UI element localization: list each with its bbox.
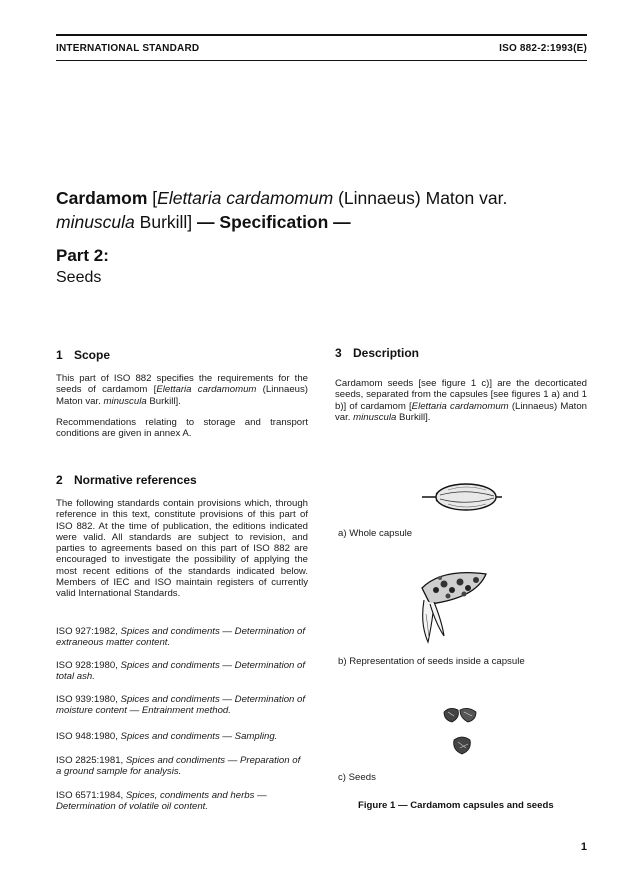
capsule-with-seeds-illustration <box>412 564 492 648</box>
normative-number: 2 <box>56 473 63 487</box>
title-bracket: [ <box>147 188 158 208</box>
ref-title: Spices and condiments — Determination of total ash. <box>56 660 306 683</box>
description-heading <box>335 346 419 360</box>
whole-capsule-illustration <box>420 478 504 518</box>
figure-a-caption: a) Whole capsule <box>338 528 413 539</box>
description-latin: Elettaria cardamomum <box>411 400 509 412</box>
figure-b-caption: b) Representation of seeds inside a capsule <box>338 656 525 667</box>
scope-text: This part of ISO 882 specifies the requirements for the seeds of cardamom [ <box>56 373 308 396</box>
header-top-rule <box>56 34 587 36</box>
scope-number: 1 <box>56 348 63 362</box>
description-text-3: Burkill]. <box>396 411 431 423</box>
description-text: Cardamom seeds [see figure 1 c)] are the decorticated seeds, separated from the capsules [see figures 1 a) and 1 b)] of cardamom [ <box>335 378 587 412</box>
description-variety: minuscula <box>353 411 397 423</box>
normative-intro: The following standards contain provisions which, through reference in this text, constitute provisions of this part of ISO 882. At the time of publication, the editions indicated were valid. All standards are subject to revision, and parties to agreements based on this part of ISO 882 are encouraged to investigate the possibility of applying the most recent editions of the standards indicated below. Members of IEC and ISO maintain registers of currently valid International Standards. <box>56 498 308 600</box>
part-number: Part 2: <box>56 246 109 265</box>
ref-item <box>56 790 308 813</box>
ref-title: Spices and condiments — Determination of extraneous matter content. <box>56 626 306 649</box>
ref-code: ISO 939:1980, <box>56 694 121 705</box>
ref-item <box>56 626 308 649</box>
ref-item <box>56 660 308 683</box>
normative-title: Normative references <box>74 473 197 487</box>
title-variety-author: Burkill] <box>134 212 198 232</box>
scope-latin: Elettaria cardamomum <box>156 384 257 396</box>
description-text-2: (Linnaeus) Maton var. <box>335 400 587 423</box>
description-number: 3 <box>335 346 342 360</box>
ref-title: Spices and condiments — Preparation of a ground sample for analysis. <box>56 755 301 778</box>
ref-title: Spices, condiments and herbs — Determination of volatile oil content. <box>56 790 267 813</box>
ref-code: ISO 927:1982, <box>56 626 121 637</box>
document-title <box>56 186 576 234</box>
figure-1-caption: Figure 1 — Cardamom capsules and seeds <box>358 800 554 811</box>
scope-heading <box>56 348 110 362</box>
page-number: 1 <box>580 841 587 853</box>
description-title: Description <box>353 346 420 360</box>
title-latin-name: Elettaria cardamomum <box>157 188 334 208</box>
ref-item <box>56 731 308 742</box>
header-standard-number: ISO 882-2:1993(E) <box>499 43 587 54</box>
ref-item <box>56 755 308 778</box>
ref-title: Spices and condiments — Determination of moisture content — Entrainment method. <box>56 694 306 717</box>
header-bottom-rule <box>56 60 587 61</box>
ref-code: ISO 6571:1984, <box>56 790 126 801</box>
figure-c-caption: c) Seeds <box>338 772 376 783</box>
scope-paragraph-1 <box>56 373 308 407</box>
scope-text-2: (Linnaeus) Maton var. <box>56 384 308 407</box>
seeds-illustration <box>440 704 484 762</box>
description-paragraph <box>335 378 587 423</box>
scope-text-3: Burkill]. <box>146 395 181 407</box>
ref-code: ISO 928:1980, <box>56 660 121 671</box>
ref-code: ISO 948:1980, <box>56 731 121 742</box>
ref-item <box>56 694 308 717</box>
part-name: Seeds <box>56 269 102 286</box>
scope-title: Scope <box>74 348 111 362</box>
ref-title: Spices and condiments — Sampling. <box>120 731 278 742</box>
title-bold-cardamom: Cardamom <box>56 188 148 208</box>
header-standard-label: INTERNATIONAL STANDARD <box>56 43 200 54</box>
scope-variety: minuscula <box>103 395 147 407</box>
normative-heading <box>56 473 197 487</box>
ref-code: ISO 2825:1981, <box>56 755 126 766</box>
title-variety: minuscula <box>56 212 135 232</box>
title-specification: — Specification — <box>197 212 351 232</box>
title-author: (Linnaeus) Maton var. <box>333 188 508 208</box>
scope-paragraph-2: Recommendations relating to storage and transport conditions are given in annex A. <box>56 417 308 440</box>
